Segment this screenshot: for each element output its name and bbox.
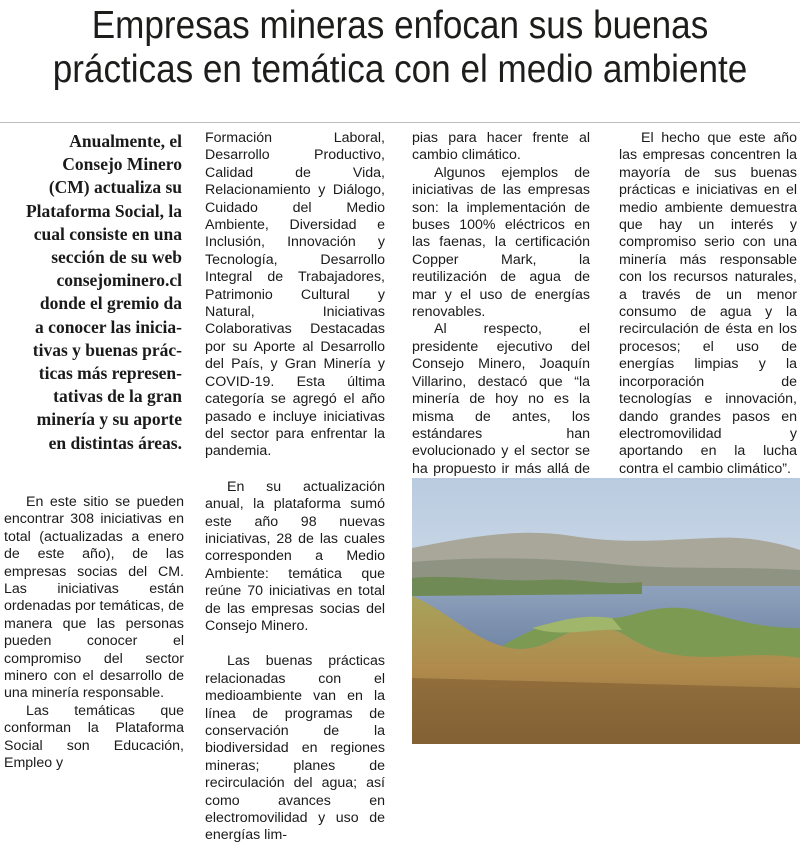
headline-line-2: prácticas en temática con el medio ambiente <box>52 48 748 91</box>
lede-line: Consejo Minero <box>62 154 182 175</box>
body-paragraph: En su actualización anual, la plataforma sumó este año 98 nuevas iniciativas, 28 de las cuales corresponden a Medio Ambiente: temática que reúne 70 iniciativas en total de las empresas socias del Consejo Minero. <box>205 478 385 634</box>
lede-line: Anualmente, el <box>69 131 182 151</box>
article-column-3 <box>412 130 590 513</box>
lede-line: consejominero.cl <box>56 270 182 291</box>
lede-line: sección de su web <box>51 247 182 268</box>
body-paragraph: Las buenas prácticas relacionadas con el medioambiente van en la línea de programas de conservación de la biodiversidad en regiones mineras; planes de recirculación del agua; así como avances en electromovilidad y uso de energías lim- <box>205 653 385 844</box>
body-paragraph: pias para hacer frente al cambio climático. <box>412 130 590 164</box>
headline-divider <box>0 122 800 123</box>
lede-line: cual consiste en una <box>33 223 182 244</box>
headline-line-1: Empresas mineras enfocan sus buenas <box>91 4 709 47</box>
headline <box>40 4 760 92</box>
body-paragraph: Las temáticas que conforman la Plataforma Social son Educación, Empleo y <box>4 702 184 772</box>
body-paragraph: El hecho que este año las empresas concentren la mayoría de sus buenas prácticas e iniciativas en el medio ambiente demuestra que hay un interés y compromiso serio con una minería más responsable con los recursos naturales, a través de un menor consumo de agua y la recirculación de ésta en los procesos; el uso de energías limpias y la incorporación de tecnologías e innovación, dando grandes pasos en electromovilidad y aportando en la lucha contra el cambio climático”. <box>619 130 797 477</box>
lede-line: minería y su aporte <box>36 409 182 430</box>
lede-line: tivas y buenas prác- <box>32 339 182 360</box>
body-paragraph: Formación Laboral, Desarrollo Productivo, Calidad de Vida, Relacionamiento y Diálogo, Cuidado del Medio Ambiente, Diversidad e Inclusión, Innovación y Tecnología, Desarrollo Integral de Trabajadores, Patrimonio Cultural y Natural, Iniciativas Colaborativas Destacadas por su Aporte al Desarrollo del País, y Gran Minería y COVID-19. Esta última categoría se agregó el año pasado e incluye iniciativas del sector para enfrentar la pandemia. <box>205 130 385 460</box>
body-paragraph: En este sitio se pueden encontrar 308 iniciativas en total (actualizadas a enero de este año), de las empresas socias del CM. Las iniciativas están ordenadas por temáticas, de manera que las personas pueden conocer el compromiso del sector minero con el desarrollo de una minería responsable. <box>4 494 184 702</box>
lede-line: ticas más represen- <box>38 363 182 384</box>
lede-line: Plataforma Social, la <box>25 200 182 221</box>
wetland-photo <box>412 478 800 744</box>
lede-line: a conocer las inicia- <box>35 316 182 337</box>
article-column-4 <box>619 130 797 478</box>
lede-line: (CM) actualiza su <box>48 177 182 198</box>
lede-line: en distintas áreas. <box>48 432 182 453</box>
lede-paragraph <box>4 130 182 455</box>
lede-line: tativas de la gran <box>53 386 182 407</box>
article-column-2 <box>205 130 385 845</box>
body-paragraph: Algunos ejemplos de iniciativas de las empresas son: la implementación de buses 100% eléctricos en las faenas, la certificación Copper Mark, la reutilización de agua de mar y el uso de energías renovables. <box>412 164 590 321</box>
article-column-1 <box>4 494 184 773</box>
body-paragraph: Al respecto, el presidente ejecutivo del Consejo Minero, Joaquín Villarino, destacó que “la minería de hoy no es la misma de antes, los estándares han evolucionado y el sector se ha propuesto ir más allá de <box>412 321 590 477</box>
lede-line: donde el gremio da <box>39 293 182 314</box>
